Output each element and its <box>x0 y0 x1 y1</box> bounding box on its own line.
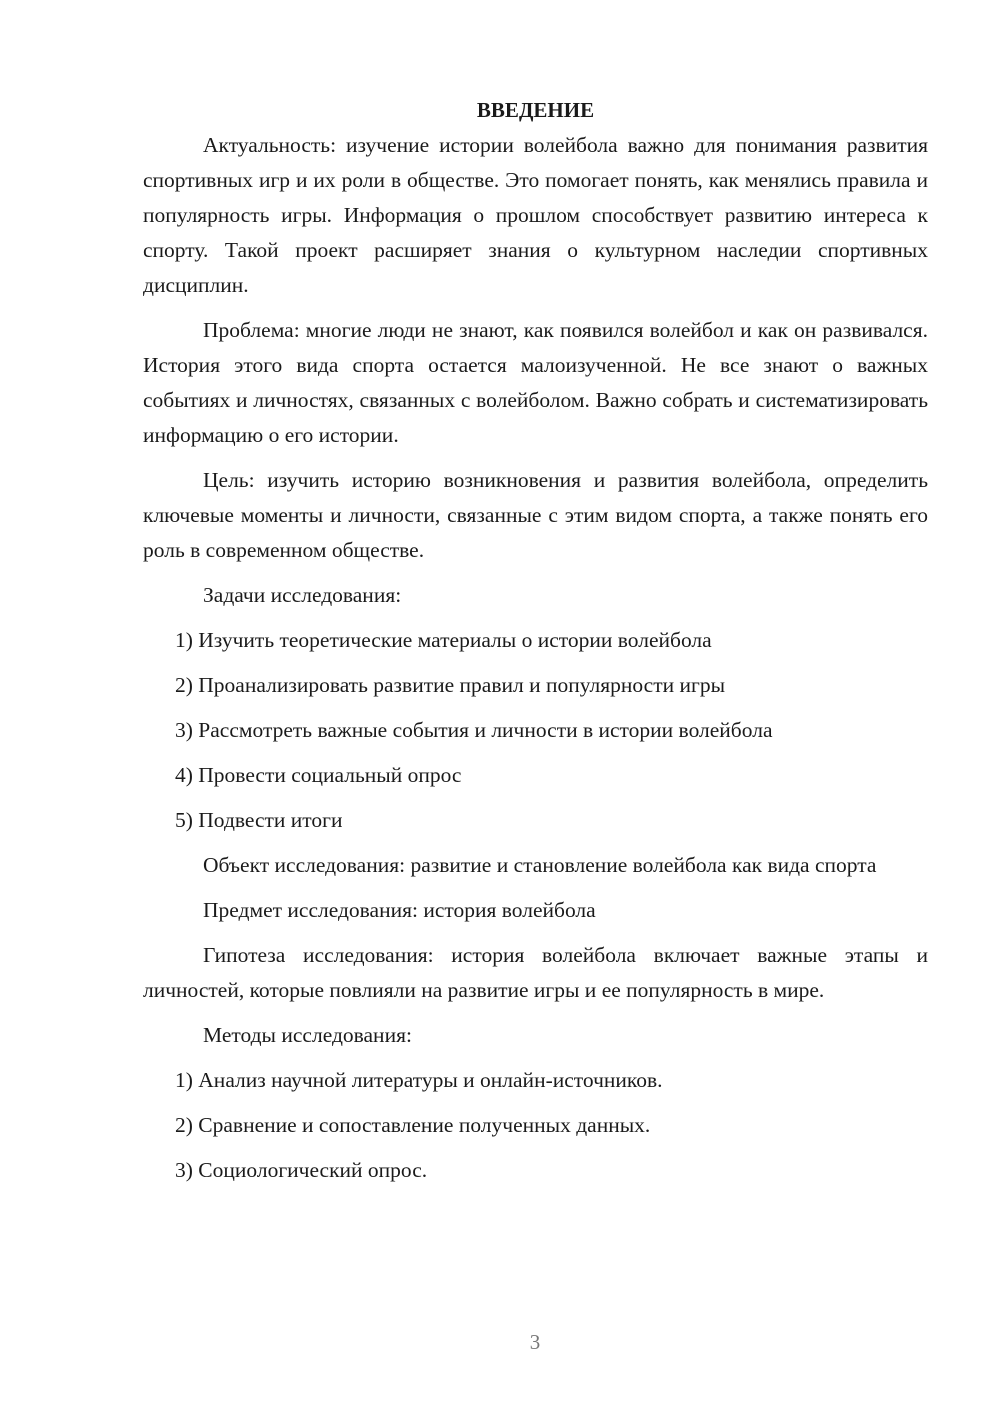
problem-paragraph: Проблема: многие люди не знают, как появился волейбол и как он развивался. История этого вида спорта остается малоизученной. Не все знают о важных событиях и личностях, связанных с волейболом. Важно собрать и систематизировать информацию о его истории. <box>143 318 928 447</box>
task-item: 5) Подвести итоги <box>175 808 343 832</box>
relevance-paragraph: Актуальность: изучение истории волейбола важно для понимания развития спортивных игр и их роли в обществе. Это помогает понять, как менялись правила и популярность игры. Информация о прошлом способствует развитию интереса к спорту. Такой проект расширяет знания о культурном наследии спортивных дисциплин. <box>143 133 928 297</box>
goal-paragraph: Цель: изучить историю возникновения и развития волейбола, определить ключевые моменты и личности, связанные с этим видом спорта, а также понять его роль в современном обществе. <box>143 468 928 562</box>
tasks-heading: Задачи исследования: <box>203 583 402 607</box>
object-paragraph: Объект исследования: развитие и становление волейбола как вида спорта <box>203 853 877 877</box>
methods-heading: Методы исследования: <box>203 1023 412 1047</box>
page-content <box>143 92 928 1198</box>
method-item: 1) Анализ научной литературы и онлайн-источников. <box>175 1068 663 1092</box>
hypothesis-paragraph: Гипотеза исследования: история волейбола включает важные этапы и личностей, которые повлияли на развитие игры и ее популярность в мире. <box>143 943 928 1002</box>
section-title: ВВЕДЕНИЕ <box>476 98 595 122</box>
page-number: 3 <box>529 1330 541 1354</box>
method-item: 3) Социологический опрос. <box>175 1158 428 1182</box>
task-item: 2) Проанализировать развитие правил и популярности игры <box>175 673 726 697</box>
method-item: 2) Сравнение и сопоставление полученных данных. <box>175 1113 651 1137</box>
task-item: 1) Изучить теоретические материалы о истории волейбола <box>175 628 712 652</box>
task-item: 3) Рассмотреть важные события и личности в истории волейбола <box>175 718 773 742</box>
task-item: 4) Провести социальный опрос <box>175 763 462 787</box>
subject-paragraph: Предмет исследования: история волейбола <box>203 898 596 922</box>
